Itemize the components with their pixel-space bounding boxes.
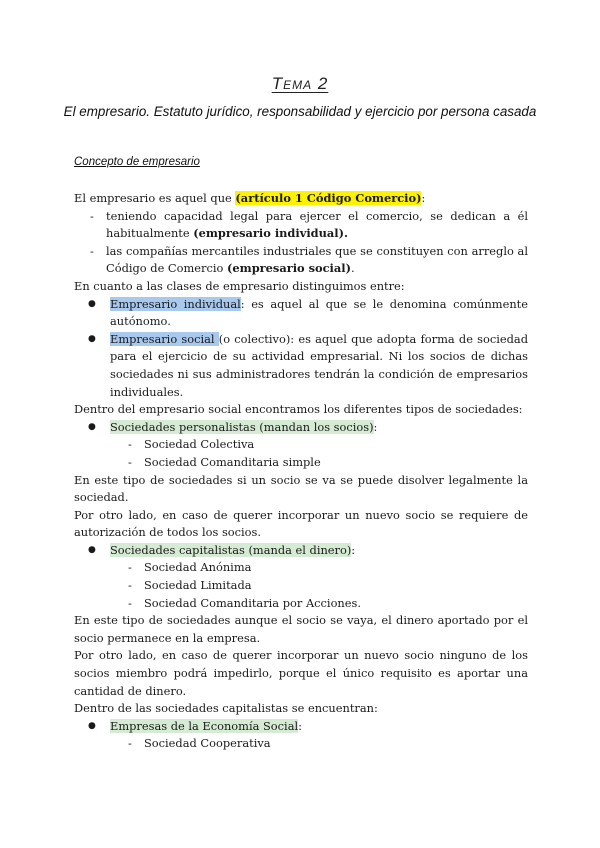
personalistas-sublist bbox=[74, 436, 528, 471]
article-reference: (artículo 1 Código Comercio) bbox=[235, 191, 422, 205]
list-item: - Sociedad Comanditaria por Acciones. bbox=[74, 595, 528, 613]
list-item: - Sociedad Comanditaria simple bbox=[74, 454, 528, 472]
highlight-term: Empresario social bbox=[110, 331, 219, 346]
economia-social-sublist bbox=[74, 735, 528, 753]
paragraph: En este tipo de sociedades aunque el socio se vaya, el dinero aportado por el socio permanece en la empresa. bbox=[74, 613, 528, 645]
list-item: ● Sociedades personalistas (mandan los socios): bbox=[74, 419, 528, 437]
list-item: - teniendo capacidad legal para ejercer el comercio, se dedican a él habitualmente (empresario individual). bbox=[74, 208, 528, 243]
classes-list bbox=[74, 296, 528, 402]
list-item: - Sociedad Cooperativa bbox=[74, 735, 528, 753]
page-subtitle: El empresario. Estatuto jurídico, responsabilidad y ejercicio por persona casada bbox=[63, 104, 537, 119]
capitalistas-sublist bbox=[74, 559, 528, 612]
personalistas-list bbox=[74, 419, 528, 437]
highlight-term: Sociedades capitalistas (manda el dinero) bbox=[110, 542, 352, 557]
definitions-list bbox=[74, 208, 528, 278]
highlight-term: Empresario individual bbox=[110, 296, 241, 311]
list-item: ● Empresario social (o colectivo): es aquel que adopta forma de sociedad para el ejercicio de su actividad empresarial. Ni los socios de dichas sociedades ni sus administradores tendrán la condición de empresarios individuales. bbox=[74, 331, 528, 401]
capitalistas-list bbox=[74, 542, 528, 560]
page-title: Tema 2 bbox=[271, 74, 329, 93]
list-item: ● Empresas de la Economía Social: bbox=[74, 718, 528, 736]
highlight-term: Empresas de la Economía Social bbox=[110, 718, 299, 733]
list-item: - Sociedad Anónima bbox=[74, 559, 528, 577]
paragraph: Dentro de las sociedades capitalistas se encuentran: bbox=[74, 701, 378, 716]
social-intro: Dentro del empresario social encontramos los diferentes tipos de sociedades: bbox=[74, 402, 523, 417]
classes-intro: En cuanto a las clases de empresario distinguimos entre: bbox=[74, 278, 405, 293]
highlight-term: Sociedades personalistas (mandan los socios) bbox=[110, 419, 374, 434]
list-item: ● Empresario individual: es aquel al que se le denomina comúnmente autónomo. bbox=[74, 296, 528, 331]
paragraph: Por otro lado, en caso de querer incorporar un nuevo socio ninguno de los socios miembro podrá impedirlo, porque el único requisito es aportar una cantidad de dinero. bbox=[74, 648, 528, 698]
list-item: - las compañías mercantiles industriales que se constituyen con arreglo al Código de Comercio (empresario social). bbox=[74, 243, 528, 278]
list-item: ● Sociedades capitalistas (manda el dinero): bbox=[74, 542, 528, 560]
document-body bbox=[74, 190, 528, 753]
paragraph: En este tipo de sociedades si un socio se va se puede disolver legalmente la sociedad. bbox=[74, 472, 528, 505]
list-item: - Sociedad Limitada bbox=[74, 577, 528, 595]
economia-social-list bbox=[74, 718, 528, 736]
intro-paragraph: El empresario es aquel que (artículo 1 Código Comercio): bbox=[74, 191, 426, 205]
section-heading: Concepto de empresario bbox=[74, 156, 200, 168]
paragraph: Por otro lado, en caso de querer incorporar un nuevo socio se requiere de autorización de todos los socios. bbox=[74, 507, 528, 540]
list-item: - Sociedad Colectiva bbox=[74, 436, 528, 454]
